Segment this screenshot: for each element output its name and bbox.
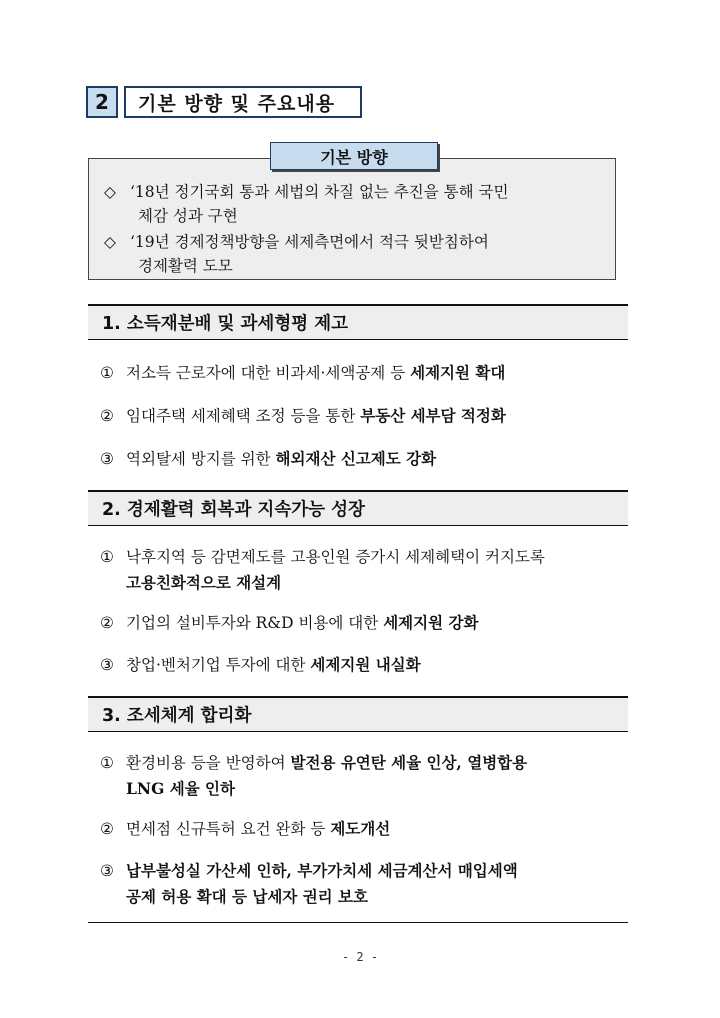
item-text: 저소득 근로자에 대한 비과세·세액공제 등 [126,364,411,382]
item-text-bold: 세제지원 확대 [410,363,506,382]
item-text-bold: 발전용 유연탄 세율 인상, 열병합용 [290,753,528,772]
item-number: ① [100,364,114,382]
item-text-bold: 세제지원 내실화 [310,655,421,674]
item-number: ① [100,548,114,566]
bottom-rule [88,922,628,923]
basic-item-text: ‘19년 경제정책방향을 세제측면에서 적극 뒷받침하여 [130,233,489,251]
section-number: 2 [86,86,118,118]
section-title: 기본 방향 및 주요내용 [124,86,362,118]
basic-item-text-cont: 체감 성과 구현 [138,207,238,225]
item-text: 환경비용 등을 반영하여 [126,754,291,772]
item-text: 면세점 신규특허 요건 완화 등 [126,820,331,838]
list-item [100,610,622,636]
item-number: ① [100,754,114,772]
item-number: ② [100,820,114,838]
list-item [100,816,622,842]
list-item [100,360,622,386]
list-item [100,750,622,802]
subsection-header-1: 1. 소득재분배 및 과세형평 제고 [88,304,628,340]
basic-direction-item [104,180,614,228]
item-text-bold: 납부불성실 가산세 인하, 부가가치세 세금계산서 매입세액 [126,861,518,880]
item-text: 역외탈세 방지를 위한 [126,450,276,468]
subsection-header-3: 3. 조세체계 합리화 [88,696,628,732]
diamond-marker-icon: ◇ [104,233,116,251]
item-text-bold: 제도개선 [330,819,391,838]
item-number: ③ [100,862,114,880]
item-text-bold: 해외재산 신고제도 강화 [275,449,437,468]
item-text-bold: 공제 허용 확대 등 납세자 권리 보호 [126,887,369,906]
page-number: - 2 - [341,950,379,964]
item-number: ③ [100,450,114,468]
subsection-header-2: 2. 경제활력 회복과 지속가능 성장 [88,490,628,526]
list-item [100,858,622,910]
item-text-bold: 세제지원 강화 [383,613,479,632]
section-heading [86,86,362,120]
basic-direction-item [104,230,614,278]
item-number: ② [100,614,114,632]
list-item [100,652,622,678]
item-text-bold: 고용친화적으로 재설계 [126,573,282,592]
item-text: 낙후지역 등 감면제도를 고용인원 증가시 세제혜택이 커지도록 [126,548,545,566]
item-number: ② [100,407,114,425]
item-text-bold: LNG 세율 인하 [126,779,235,798]
item-text-bold: 부동산 세부담 적정화 [360,406,506,425]
list-item [100,544,622,596]
item-text: 기업의 설비투자와 R&D 비용에 대한 [126,614,384,632]
item-text: 창업·벤처기업 투자에 대한 [126,656,311,674]
item-number: ③ [100,656,114,674]
basic-direction-tab: 기본 방향 [270,142,438,170]
list-item [100,446,622,472]
item-text: 임대주택 세제혜택 조정 등을 통한 [126,407,361,425]
list-item [100,403,622,429]
basic-item-text: ‘18년 정기국회 통과 세법의 차질 없는 추진을 통해 국민 [130,183,509,201]
basic-item-text-cont: 경제활력 도모 [138,257,233,275]
diamond-marker-icon: ◇ [104,183,116,201]
